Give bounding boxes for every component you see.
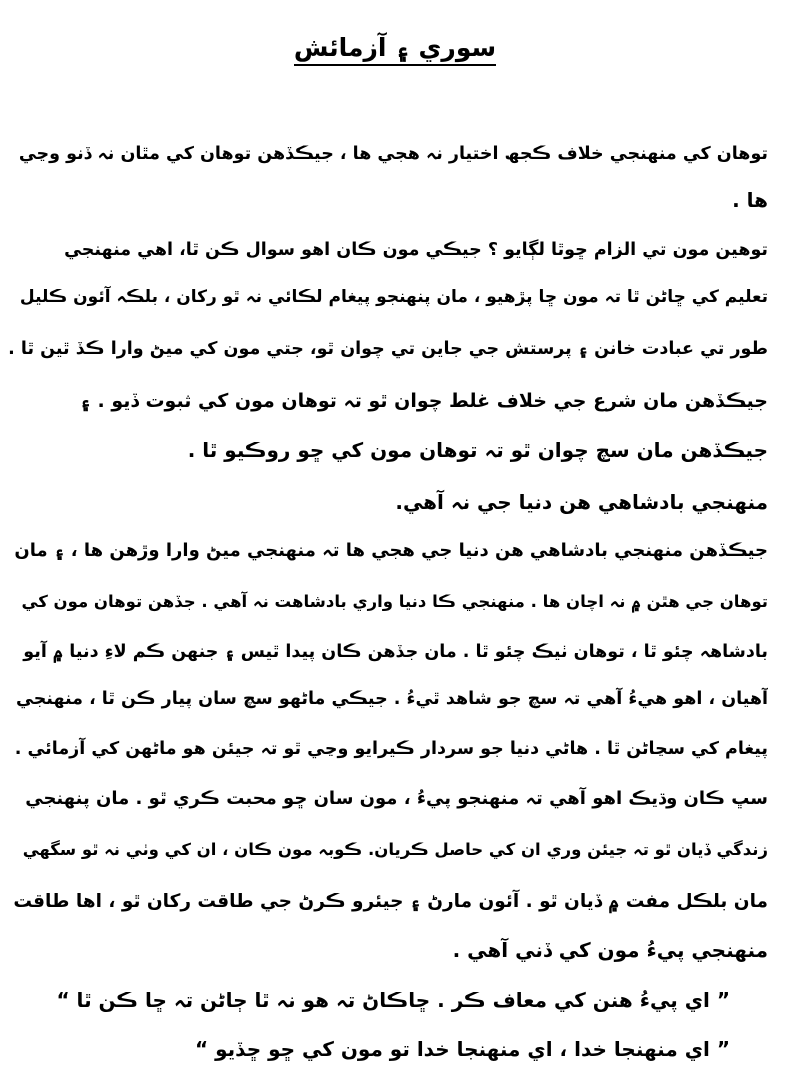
text-line: توهين مون تي الزام ڇوٿا لڳايو ؟ جيڪي مون ڪان اهو سوال ڪن ٿا، اهي منهنجي <box>64 240 768 260</box>
text-line: توهان کي منهنجي خلاف ڪجھ اختيار نہ هجي ها ، جيڪڏهن توهان کي مٿان نہ ڏنو وڃي <box>18 144 768 164</box>
text-line: توهان جي هٿن ۾ نہ اچان ها . منهنجي ڪا دنيا واري بادشاهت نہ آهي . جڏهن توهان مون کي <box>21 592 768 611</box>
text-line: جيڪڏهن مان سچ چوان ٿو تہ توهان مون کي ڇو روڪيو ٿا . <box>187 438 768 462</box>
text-line: جيڪڏهن مان شرع جي خلاف غلط چوان ٿو تہ توهان مون کي ثبوت ڏيو . ۽ <box>79 390 768 412</box>
text-line: منهنجي بادشاهي هن دنيا جي نہ آهي. <box>395 490 768 514</box>
text-line: آهيان ، اهو هيءُ آهي تہ سچ جو شاهد ٿيءُ . جيڪي ماڻهو سچ سان پيار ڪن ٿا ، منهنجي <box>15 689 768 709</box>
text-line: پيغام کي سڃاڻن ٿا . هاڻي دنيا جو سردار ڪيرايو وڃي ٿو تہ جيئن هو ماڻهن کي آزمائي . <box>14 739 768 759</box>
quote-line: ” اي پيءُ هنن کي معاف ڪر . ڇاڪاڻ تہ هو نہ ٿا ڄاڻن تہ ڇا ڪن ٿا “ <box>56 988 730 1012</box>
text-line: ها . <box>732 188 768 212</box>
text-line: سڀ ڪان وڌيڪ اهو آهي تہ منهنجو پيءُ ، مون سان ڇو محبت ڪري ٿو . مان پنهنجي <box>25 788 768 809</box>
text-line: تعليم کي ڇاڻن ٿا تہ مون ڇا پڙهيو ، مان پنهنجو پيغام لڪائي نہ ٿو رکان ، بلڪہ آئون ڪليل <box>19 287 768 307</box>
text-line: مان بلڪل مفت ۾ ڏيان ٿو . آئون مارڻ ۽ جيئرو ڪرڻ جي طاقت رکان ٿو ، اها طاقت <box>13 891 768 912</box>
text-line: بادشاهہ چئو ٿا ، توهان ٺيڪ چئو ٿا . مان جڏهن ڪان پيدا ٿيس ۽ جنهن ڪم لاءِ دنيا ۾ آيو <box>23 642 768 662</box>
quote-line: ” اي منهنجا خدا ، اي منهنجا خدا تو مون کي ڇو ڇڏيو “ <box>195 1037 730 1061</box>
text-line: زندگي ڏيان ٿو تہ جيئن وري ان کي حاصل ڪريان. ڪوبہ مون ڪان ، ان کي وٺي نہ ٿو سگهي <box>22 840 768 859</box>
text-line: جيڪڏهن منهنجي بادشاهي هن دنيا جي هجي ها تہ منهنجي ميڻ وارا وڙهن ها ، ۽ مان <box>14 540 768 561</box>
page-title-text: سوري ۽ آزمائش <box>294 33 496 66</box>
page-title <box>0 32 790 64</box>
text-line: منهنجي پيءُ مون کي ڏني آهي . <box>452 938 768 962</box>
text-line: طور تي عبادت خانن ۽ پرستش جي جاين تي چوان ٿو، جتي مون کي ميڻ وارا ڪڏ ٿين ٿا . <box>8 339 768 359</box>
